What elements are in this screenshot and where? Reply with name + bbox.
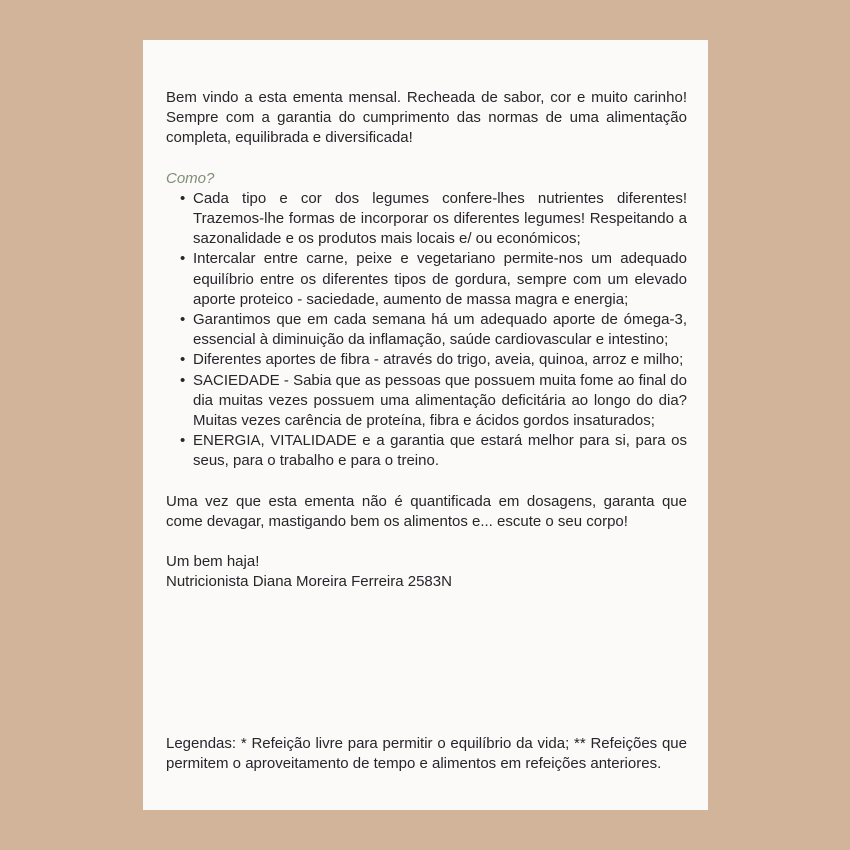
list-item bbox=[166, 310, 687, 350]
document-body bbox=[166, 88, 687, 592]
list-item-text: Garantimos que em cada semana há um adequado aporte de ómega-3, essencial à diminuição da inflamação, saúde cardiovascular e intestino; bbox=[193, 311, 687, 349]
list-item-text: ENERGIA, VITALIDADE e a garantia que estará melhor para si, para os seus, para o trabalho e para o treino. bbox=[193, 432, 687, 470]
list-item-text: Cada tipo e cor dos legumes confere-lhes nutrientes diferentes! Trazemos-lhe formas de incorporar os diferentes legumes! Respeitando a sazonalidade e os produtos mais locais e/ ou económicos; bbox=[193, 189, 687, 248]
intro-paragraph: Bem vindo a esta ementa mensal. Recheada de sabor, cor e muito carinho! Sempre com a garantia do cumprimento das normas de uma alimentação completa, equilibrada e diversificada! bbox=[166, 89, 687, 147]
spacer bbox=[166, 472, 687, 492]
list-item bbox=[166, 350, 687, 370]
list-item bbox=[166, 249, 687, 310]
bullet-icon: • bbox=[180, 189, 186, 207]
list-item bbox=[166, 431, 687, 471]
list-item-text: Intercalar entre carne, peixe e vegetariano permite-nos um adequado equilíbrio entre os diferentes tipos de gordura, sempre com um elevado aporte proteico - saciedade, aumento de massa magra e energia; bbox=[193, 250, 687, 308]
document-page bbox=[143, 40, 708, 810]
list-item-text: SACIEDADE - Sabia que as pessoas que possuem muita fome ao final do dia muitas vezes possuem uma alimentação deficitária ao longo do dia? Muitas vezes carência de proteína, fibra e ácidos gordos insaturados; bbox=[193, 371, 687, 430]
farewell-line: Um bem haja! bbox=[166, 553, 260, 571]
closing-paragraph: Uma vez que esta ementa não é quantificada em dosagens, garanta que come devagar, mastigando bem os alimentos e... escute o seu corpo! bbox=[166, 492, 687, 530]
legend-block bbox=[166, 734, 687, 774]
list-item bbox=[166, 189, 687, 250]
bullet-icon: • bbox=[180, 351, 186, 369]
bullet-icon: • bbox=[180, 371, 186, 389]
spacer bbox=[166, 149, 687, 169]
list-item bbox=[166, 371, 687, 432]
spacer bbox=[166, 532, 687, 552]
legend-text: Legendas: * Refeição livre para permitir o equilíbrio da vida; ** Refeições que permitem o aproveitamento de tempo e alimentos em refeições anteriores. bbox=[166, 735, 687, 773]
bullet-icon: • bbox=[180, 432, 186, 450]
list-item-text: Diferentes aportes de fibra - através do trigo, aveia, quinoa, arroz e milho; bbox=[193, 351, 684, 369]
bullet-icon: • bbox=[180, 250, 186, 268]
benefits-list bbox=[166, 189, 687, 472]
signature-line: Nutricionista Diana Moreira Ferreira 2583N bbox=[166, 573, 452, 591]
bullet-icon: • bbox=[180, 311, 186, 329]
section-heading-como: Como? bbox=[166, 169, 215, 187]
